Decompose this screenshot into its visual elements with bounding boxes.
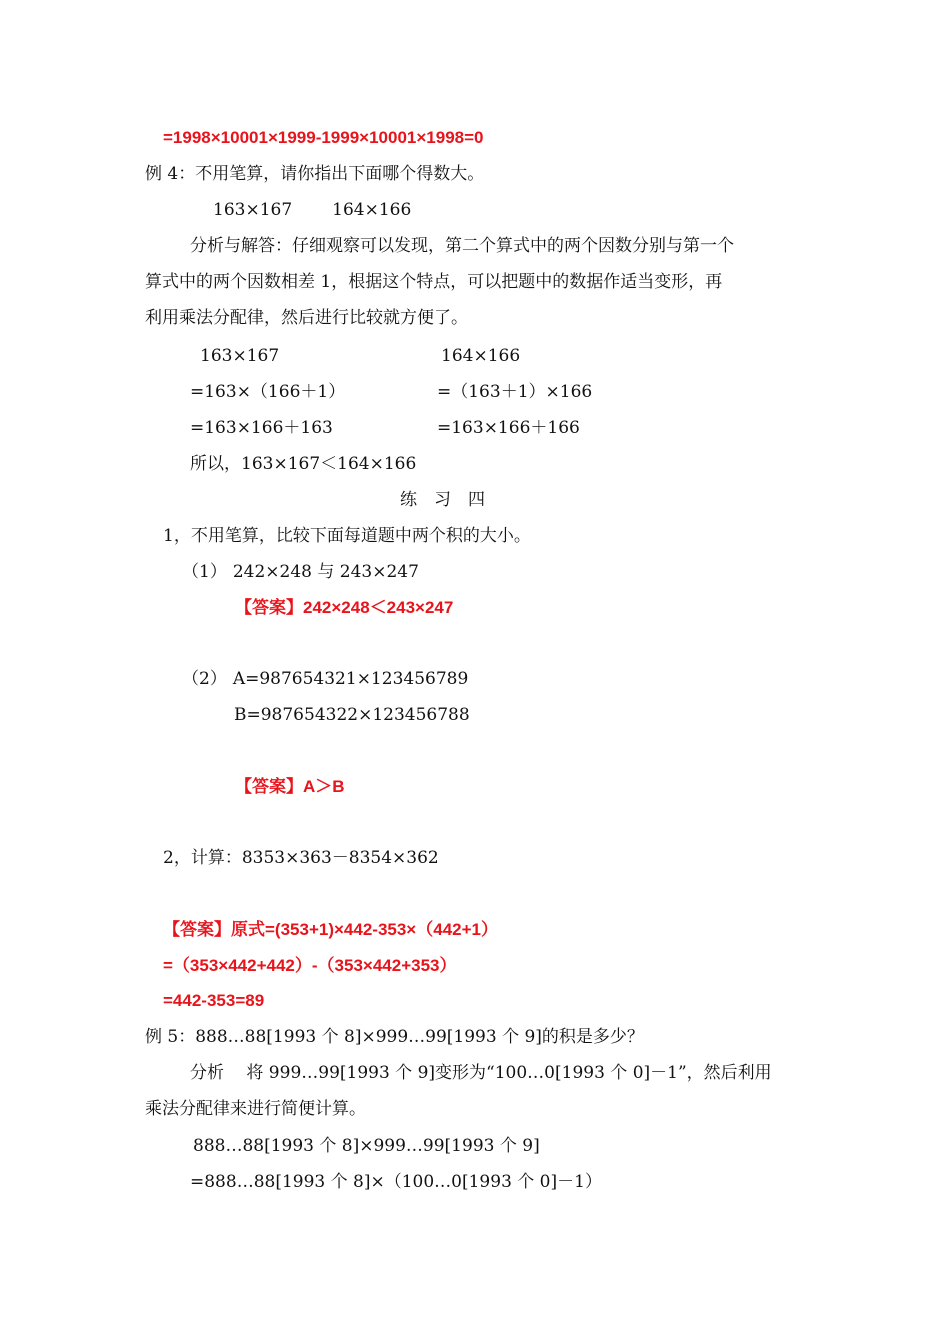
- question-1-2-answer: 【答案】A＞B: [235, 777, 345, 796]
- example-4-analysis-line-3: 利用乘法分配律，然后进行比较就方便了。: [145, 308, 468, 328]
- example-4-analysis-line-2: 算式中的两个因数相差 1，根据这个特点，可以把题中的数据作适当变形，再: [145, 272, 723, 292]
- left-step-2: =163×（166＋1）: [190, 382, 346, 402]
- right-step-3: =163×166＋166: [437, 418, 580, 438]
- question-2-answer-line-1: 【答案】原式=(353+1)×442-353×（442+1）: [163, 920, 498, 939]
- example-5-step-1: 888…88[1993 个 8]×999…99[1993 个 9]: [193, 1136, 540, 1156]
- expression-b: 164×166: [332, 200, 412, 220]
- question-1-1-answer: 【答案】242×248＜243×247: [235, 598, 454, 617]
- example-5-title: 例 5：888…88[1993 个 8]×999…99[1993 个 9]的积是多少？: [145, 1027, 644, 1047]
- question-1-2-a: A=987654321×123456789: [232, 669, 469, 689]
- example-4-title: 例 4：不用笔算，请你指出下面哪个得数大。: [145, 164, 485, 184]
- question-2-answer-line-3: =442-353=89: [163, 991, 265, 1010]
- top-answer-line: =1998×10001×1999-1999×10001×1998=0: [163, 128, 484, 147]
- question-2-answer-line-2: =（353×442+442）-（353×442+353）: [163, 956, 457, 975]
- right-step-1: 164×166: [441, 346, 521, 366]
- example-5-analysis-line-1: 分析 将 999…99[1993 个 9]变形为“100…0[1993 个 0]－1”，然后利用: [190, 1063, 772, 1083]
- left-step-1: 163×167: [200, 346, 280, 366]
- question-1-2-b: B=987654322×123456788: [234, 705, 470, 725]
- example-4-conclusion: 所以，163×167＜164×166: [190, 454, 417, 474]
- question-1-2: [182, 668, 468, 690]
- example-5-analysis-line-2: 乘法分配律来进行简便计算。: [145, 1099, 366, 1119]
- practice-title: 练 习 四: [400, 490, 485, 510]
- example-4-expressions: [213, 199, 411, 221]
- question-1-1-label: （1）: [182, 562, 227, 582]
- question-2: 2，计算：8353×363－8354×362: [163, 848, 439, 868]
- question-1: 1，不用笔算，比较下面每道题中两个积的大小。: [163, 526, 531, 546]
- example-5-step-2: =888…88[1993 个 8]×（100…0[1993 个 0]－1）: [190, 1172, 602, 1192]
- question-1-1: [182, 561, 419, 583]
- right-step-2: =（163＋1）×166: [437, 382, 593, 402]
- expression-a: 163×167: [213, 200, 293, 220]
- example-4-analysis-line-1: 分析与解答：仔细观察可以发现，第二个算式中的两个因数分别与第一个: [190, 236, 734, 256]
- question-1-2-label: （2）: [182, 669, 227, 689]
- left-step-3: =163×166＋163: [190, 418, 333, 438]
- question-1-1-text: 242×248 与 243×247: [232, 562, 419, 582]
